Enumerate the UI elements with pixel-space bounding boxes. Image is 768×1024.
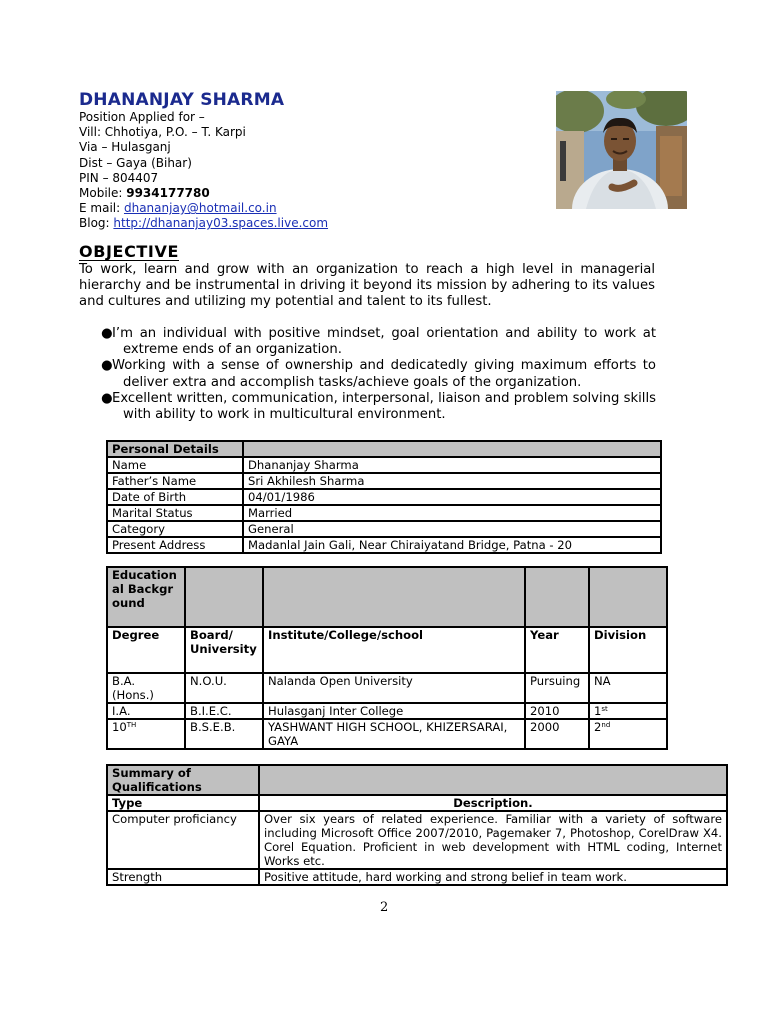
- row-value: General: [243, 521, 661, 537]
- row-label: Present Address: [107, 537, 243, 553]
- bullet-text: Working with a sense of ownership and dedicatedly giving maximum efforts to deliver extra and accomplish tasks/achieve goals of the organization.: [112, 358, 656, 390]
- division-cell: [589, 703, 667, 719]
- table-header-row: [107, 567, 667, 627]
- table-row: [107, 811, 727, 869]
- degree-cell: I.A.: [107, 703, 185, 719]
- candidate-name: DHANANJAY SHARMA: [79, 90, 285, 110]
- board-cell: B.S.E.B.: [185, 719, 263, 749]
- board-cell: B.I.E.C.: [185, 703, 263, 719]
- bullet-item: [101, 391, 656, 423]
- bullet-item: [101, 358, 656, 390]
- degree-cell: [107, 719, 185, 749]
- row-value: Married: [243, 505, 661, 521]
- bullet-icon: ●: [101, 326, 113, 341]
- table-cell: [263, 567, 525, 627]
- table-row: [107, 537, 661, 553]
- objective-heading: OBJECTIVE: [79, 242, 180, 261]
- table-row: [107, 505, 661, 521]
- position-line: Position Applied for –: [79, 110, 205, 124]
- table-cell: [589, 567, 667, 627]
- division-cell: [589, 719, 667, 749]
- contact-block: [79, 110, 328, 232]
- table-cell: [185, 567, 263, 627]
- row-label: Marital Status: [107, 505, 243, 521]
- institute-cell: Hulasganj Inter College: [263, 703, 525, 719]
- degree-suffix: TH: [126, 721, 137, 729]
- year-cell: Pursuing: [525, 673, 589, 703]
- table-row: [107, 521, 661, 537]
- personal-details-table: [106, 440, 662, 554]
- institute-cell: Nalanda Open University: [263, 673, 525, 703]
- summary-table: [106, 764, 728, 886]
- objective-bullets: [101, 326, 656, 423]
- degree-value: 10: [112, 720, 127, 734]
- institute-cell: YASHWANT HIGH SCHOOL, KHIZERSARAI, GAYA: [263, 719, 525, 749]
- pin-line: PIN – 804407: [79, 170, 159, 185]
- education-table: [106, 566, 668, 750]
- education-title: Educational Background: [107, 567, 185, 627]
- mobile-number: 9934177780: [126, 186, 210, 201]
- row-label: Date of Birth: [107, 489, 243, 505]
- table-row: [107, 719, 667, 749]
- blog-line: [79, 216, 328, 231]
- table-header-row: [107, 441, 661, 457]
- row-label: Father’s Name: [107, 473, 243, 489]
- board-header: Board/ University: [185, 627, 263, 673]
- table-row: [107, 869, 727, 885]
- objective-text: To work, learn and grow with an organization to reach a high level in managerial hierarchy and be instrumental in driving it beyond its mission by adhering to its values and cultures and utilizing my potential and talent to its fullest.: [79, 262, 655, 310]
- bullet-text: I’m an individual with positive mindset, goal orientation and ability to work at extreme ends of an organization.: [112, 326, 656, 358]
- row-value: Sri Akhilesh Sharma: [243, 473, 661, 489]
- row-value: Madanlal Jain Gali, Near Chiraiyatand Bridge, Patna - 20: [243, 537, 661, 553]
- description-cell: Positive attitude, hard working and strong belief in team work.: [259, 869, 727, 885]
- summary-title: Summary of Qualifications: [107, 765, 259, 795]
- degree-cell: B.A. (Hons.): [107, 673, 185, 703]
- division-value: 1: [594, 704, 602, 718]
- division-header: Division: [589, 627, 667, 673]
- table-row: [107, 489, 661, 505]
- blog-link[interactable]: http://dhananjay03.spaces.live.com: [113, 216, 329, 231]
- year-cell: 2010: [525, 703, 589, 719]
- description-header: Description.: [259, 795, 727, 811]
- bullet-icon: ●: [101, 390, 113, 406]
- division-suffix: nd: [601, 721, 611, 729]
- division-cell: NA: [589, 673, 667, 703]
- email-link[interactable]: dhananjay@hotmail.co.in: [123, 201, 277, 216]
- board-cell: N.O.U.: [185, 673, 263, 703]
- email-label: E mail:: [79, 201, 124, 216]
- division-suffix: st: [601, 705, 608, 713]
- village-line: Vill: Chhotiya, P.O. – T. Karpi: [79, 125, 246, 140]
- row-value: 04/01/1986: [243, 489, 661, 505]
- blog-label: Blog:: [79, 216, 114, 231]
- bullet-icon: ●: [101, 358, 113, 374]
- mobile-label: Mobile:: [79, 186, 127, 201]
- division-value: 2: [594, 720, 602, 734]
- table-row: [107, 473, 661, 489]
- description-cell: Over six years of related experience. Familiar with a variety of software including Microsoft Office 2007/2010, Pagemaker 7, Photoshop, CorelDraw X4. Corel Equation. Proficient in web development with HTML coding, Internet Works etc.: [259, 811, 727, 869]
- table-row: [107, 457, 661, 473]
- profile-photo: [556, 91, 687, 209]
- table-header-row: [107, 765, 727, 795]
- row-label: Name: [107, 457, 243, 473]
- mobile-line: [79, 186, 328, 201]
- table-cell: [525, 567, 589, 627]
- personal-details-title: Personal Details: [107, 441, 243, 457]
- degree-header: Degree: [107, 627, 185, 673]
- year-header: Year: [525, 627, 589, 673]
- year-cell: 2000: [525, 719, 589, 749]
- institute-header: Institute/College/school: [263, 627, 525, 673]
- district-line: Dist – Gaya (Bihar): [79, 155, 192, 170]
- type-cell: Computer proficiancy: [107, 811, 259, 869]
- type-header: Type: [107, 795, 259, 811]
- type-cell: Strength: [107, 869, 259, 885]
- table-row: [107, 703, 667, 719]
- email-line: [79, 201, 328, 216]
- table-cell: [243, 441, 661, 457]
- table-cell: [259, 765, 727, 795]
- row-value: Dhananjay Sharma: [243, 457, 661, 473]
- page-number: 2: [380, 900, 389, 915]
- table-column-header-row: [107, 627, 667, 673]
- row-label: Category: [107, 521, 243, 537]
- bullet-item: [101, 326, 656, 358]
- table-column-header-row: [107, 795, 727, 811]
- table-row: [107, 673, 667, 703]
- via-line: Via – Hulasganj: [79, 140, 171, 155]
- bullet-text: Excellent written, communication, interpersonal, liaison and problem solving skills with ability to work in multicultural environment.: [112, 390, 656, 423]
